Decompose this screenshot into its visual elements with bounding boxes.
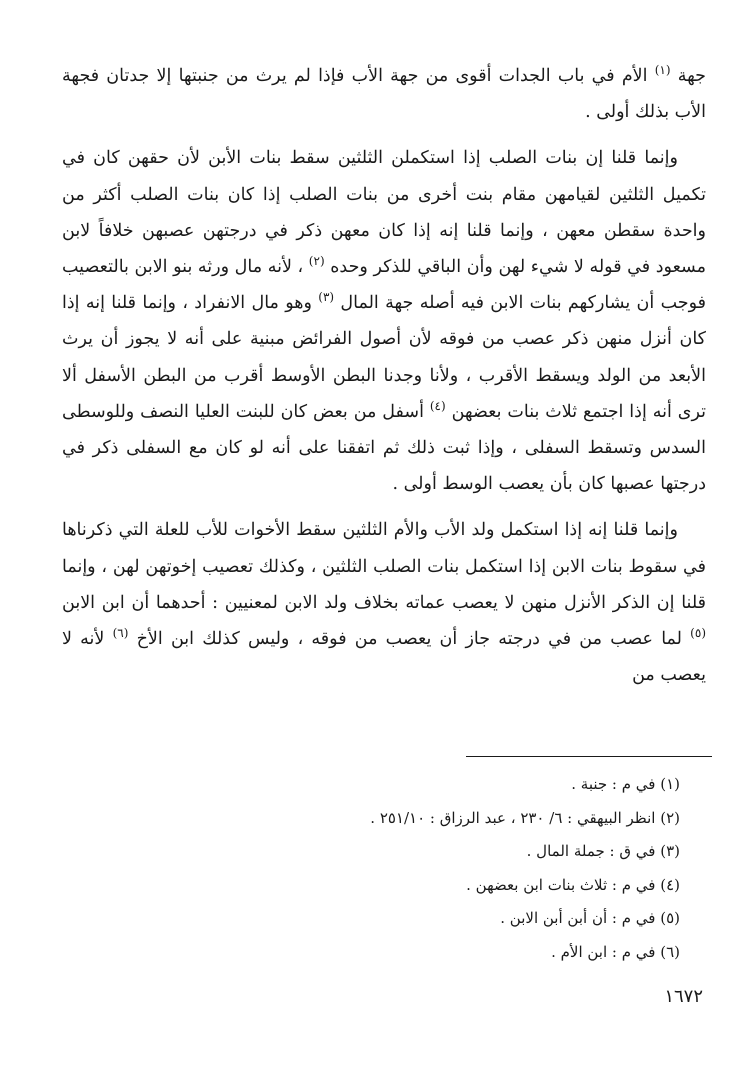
footnote-ref: (٤)	[429, 399, 446, 413]
main-text	[62, 58, 706, 693]
footnotes	[140, 768, 680, 970]
footnote-4: (٤) في م : ثلاث بنات ابن بعضهن .	[466, 875, 680, 894]
footnote-6: (٦) في م : ابن الأم .	[551, 942, 680, 961]
text-run: لأنه لا يعصب من	[62, 629, 706, 686]
footnote-2: (٢) انظر البيهقي : ٦/ ٢٣٠ ، عبد الرزاق : ٢٥١/١٠ .	[370, 808, 680, 827]
text-run: وإنما قلنا إن بنات الصلب إذا استكملن الثلثين سقط بنات الأبن لأن حقهن كان في تكميل الثلثين لقيامهن مقام بنت أخرى من بنات الصلب إذا كان بنات الصلب أكثر من واحدة سقطن معهن ، وإنما قلنا إنه إذا كان معهن ذكر في درجتهن عصبهن خلافاً لابن مسعود في قوله لا شيء لهن وأن الباقي للذكر وحده	[62, 148, 706, 278]
footnote-separator	[466, 756, 712, 757]
text-run: جهة	[670, 66, 706, 86]
text-run: وهو مال الانفراد ، وإنما قلنا إنه إذا كان أنزل منهن ذكر عصب من فوقه لأن أصول الفرائض مبنية على أنه لا يجوز أن يرث الأبعد من الولد ويسقط الأقرب ، ولأنا وجدنا البطن الأوسط أقرب من البطن الأسفل ألا ترى أنه إذا اجتمع ثلاث بنات بعضهن	[62, 293, 706, 422]
page-number: ١٦٧٢	[664, 986, 703, 1007]
paragraph-3	[62, 512, 706, 693]
footnote-ref: (٢)	[308, 254, 325, 269]
paragraph-1	[62, 58, 706, 130]
footnote-5: (٥) في م : أن أبن أبن الابن .	[500, 909, 680, 928]
text-run: الأم في باب الجدات أقوى من جهة الأب فإذا لم يرث من جنبتها إلا جدتان فجهة الأب بذلك أولى .	[62, 66, 706, 123]
footnote-ref: (٣)	[318, 290, 335, 305]
text-run: وإنما قلنا إنه إذا استكمل ولد الأب والأم الثلثين سقط الأخوات للأب للعلة التي ذكرناها في سقوط بنات الابن إذا استكمل بنات الصلب الثلثين ، وكذلك تعصيب إخوتهن لهن ، وإنما قلنا إن الذكر الأنزل منهن لا يعصب عماته بخلاف ولد الابن لمعنيين : أحدهما أن ابن الابن	[62, 520, 706, 613]
footnote-3: (٣) في ق : جملة المال .	[526, 842, 680, 861]
footnote-ref: (٦)	[112, 626, 129, 641]
footnote-ref: (٥)	[690, 626, 706, 641]
text-run: أسفل من بعض كان للبنت العليا النصف وللوسطى السدس وتسقط السفلى ، وإذا ثبت ذلك ثم اتفقنا على أنه لو كان مع السفلى ذكر في درجتها عصبها كان بأن يعصب الوسط أولى .	[62, 401, 706, 495]
footnote-1: (١) في م : جنبة .	[571, 775, 680, 793]
text-run: لما عصب من في درجته جاز أن يعصب من فوقه ، وليس كذلك ابن الأخ	[128, 629, 691, 650]
text-run: ، لأنه مال ورثه بنو الابن بالتعصيب فوجب أن يشاركهم بنات الابن فيه أصله جهة المال	[62, 257, 706, 314]
footnote-ref: (١)	[654, 63, 671, 78]
paragraph-2	[62, 140, 706, 502]
